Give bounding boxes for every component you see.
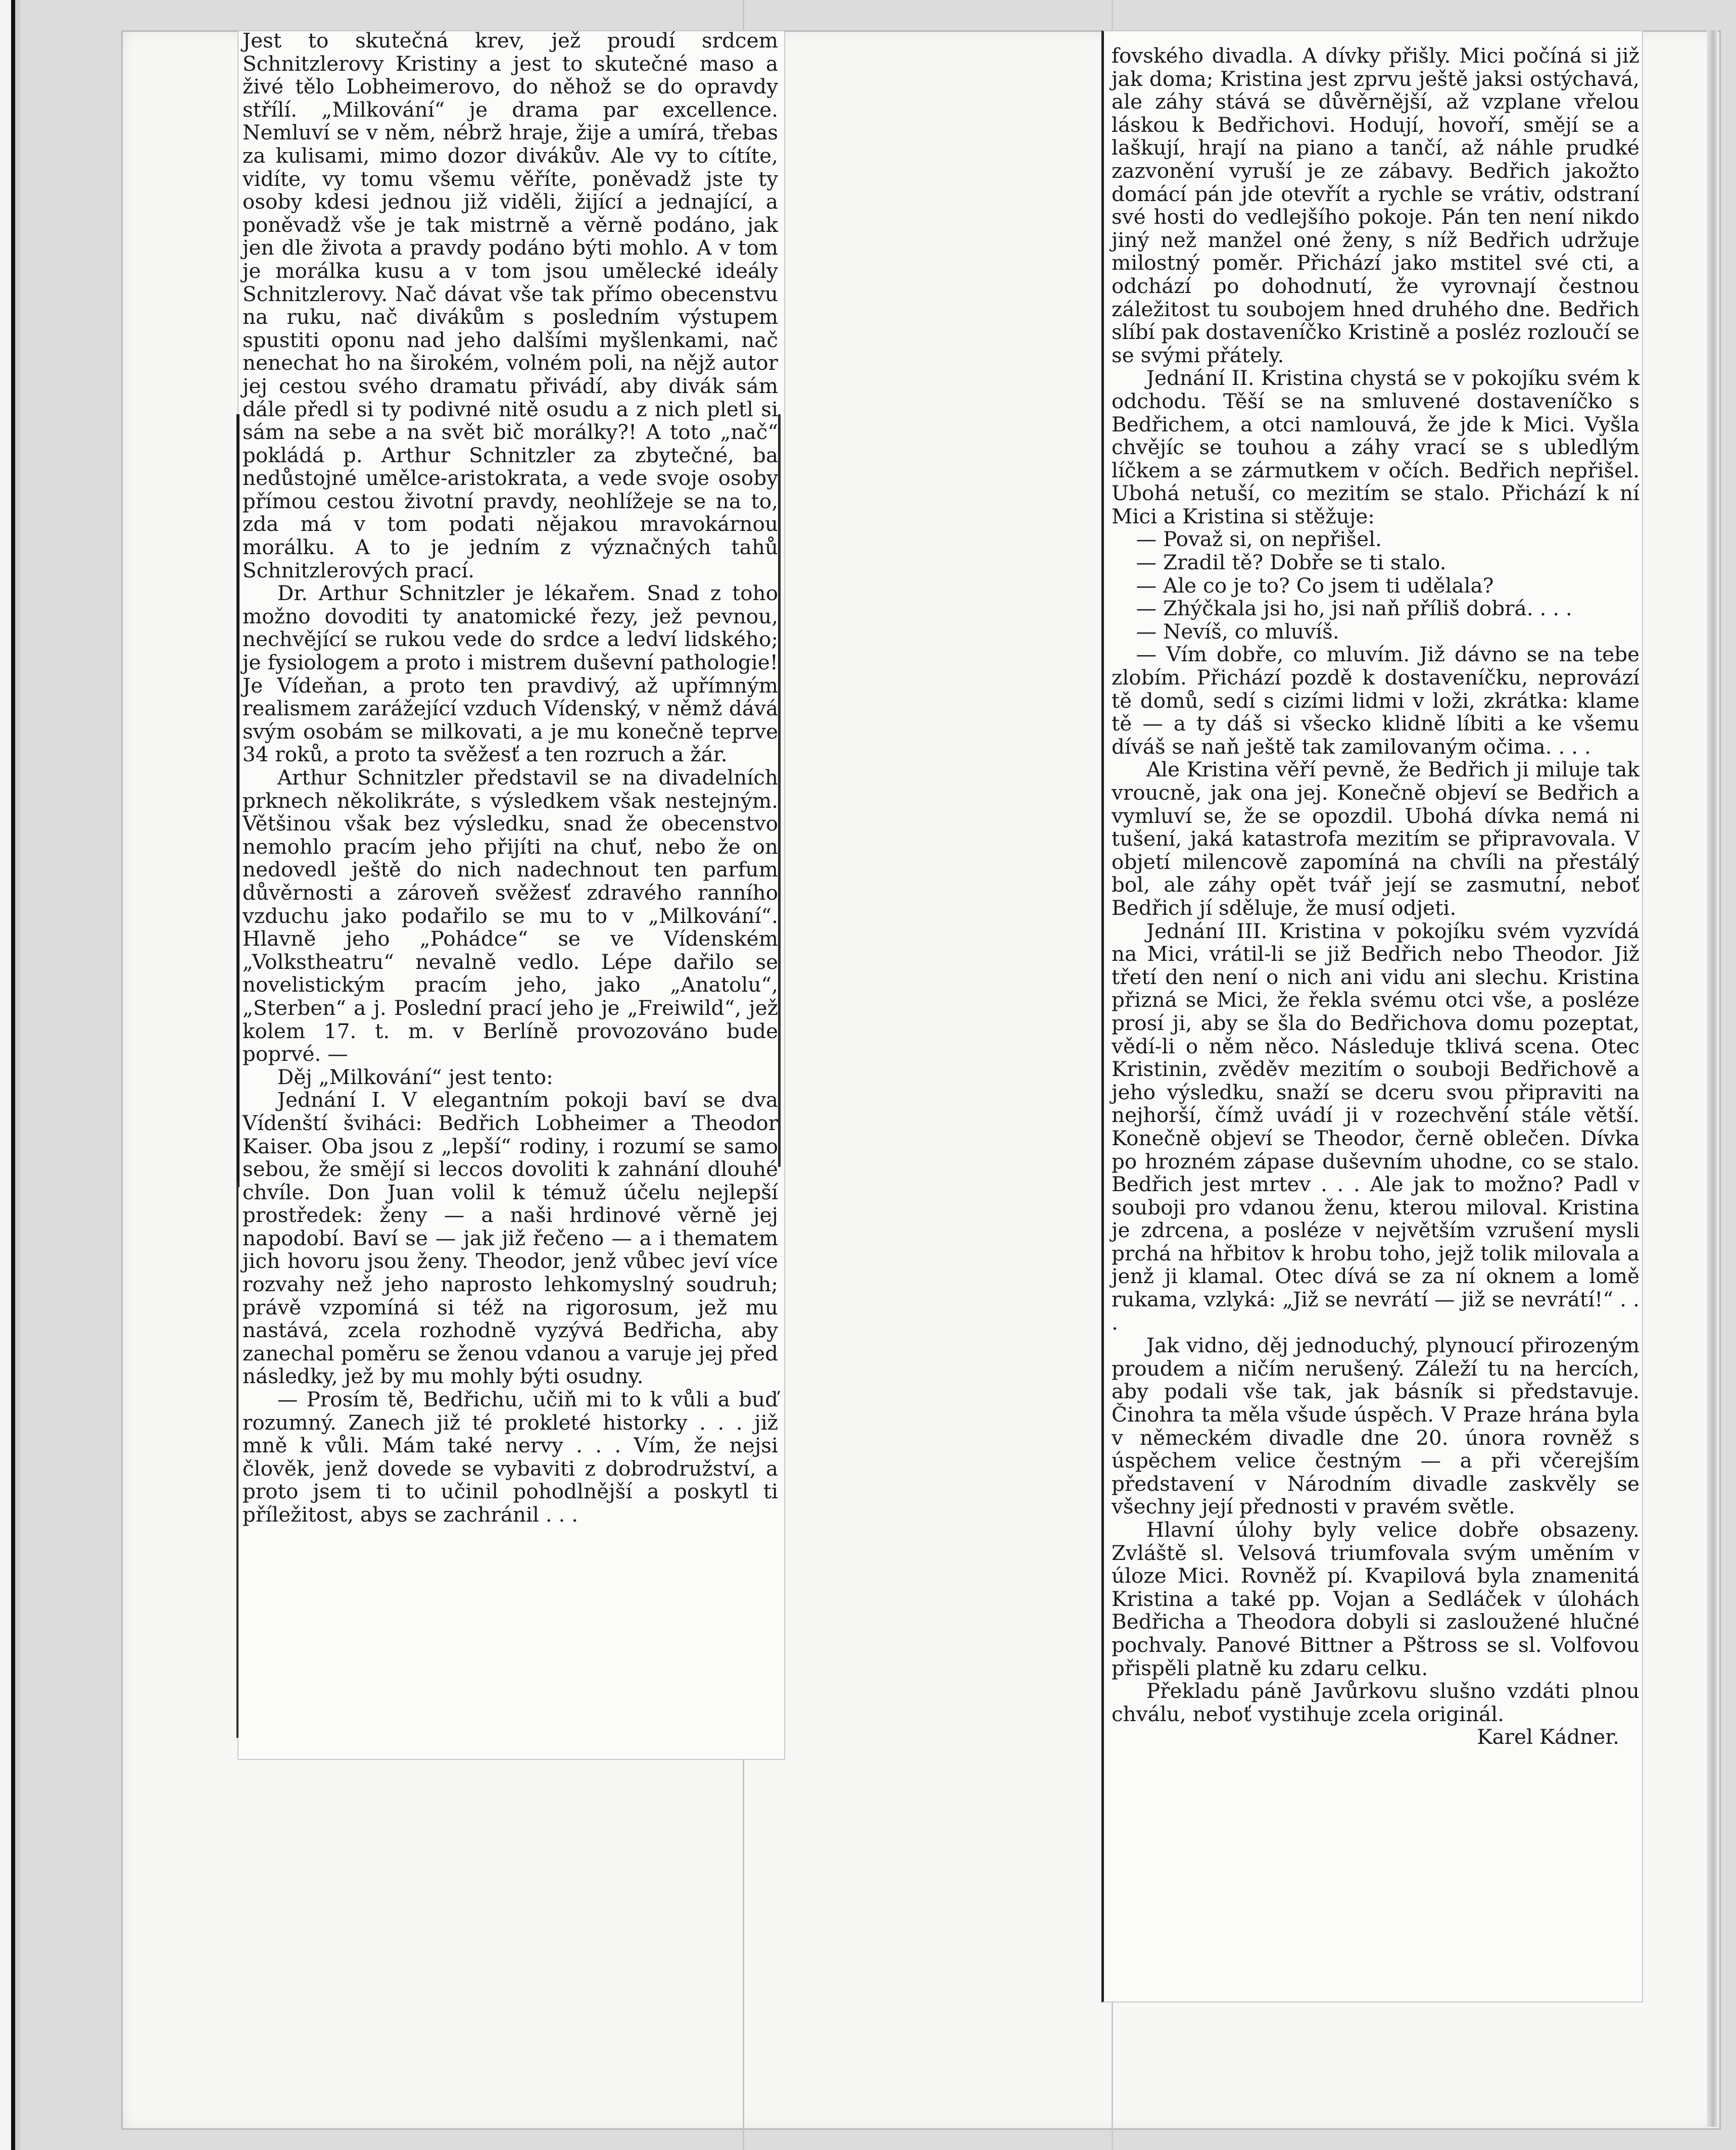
article-column-left — [243, 29, 778, 1527]
column-rule-middle — [778, 414, 781, 1167]
right-column-paragraph: — Nevíš, co mluvíš. — [1136, 619, 1339, 644]
left-column-paragraph: Děj „Milkování“ jest tento: — [277, 1064, 553, 1089]
column-rule-left — [236, 414, 239, 1187]
right-column-paragraph: Jak vidno, děj jednoduchý, plynoucí přirozeným proudem a ničím nerušený. Záleží tu na hercích, aby podali vše tak, jak básník si představuje. Činohra ta měla všude úspěch. V Praze hrána byla v německém divadle dne 20. února rovněž s úspěchem velice čestným — a při včerejším představení v Národním divadle zaskvěly se všechny její přednosti v pravém světle. — [1112, 1333, 1639, 1519]
right-column-paragraph: Překladu páně Javůrkovu slušno vzdáti plnou chválu, neboť vystihuje zcela originál. — [1112, 1679, 1639, 1726]
right-column-paragraph: Ale Kristina věří pevně, že Bedřich ji miluje tak vroucně, jak ona jej. Konečně objeví se Bedřich a vymluví se, že se opozdil. Ubohá dívka nemá ni tušení, jaká katastrofa mezitím se připravovala. V objetí milencově zapomíná na chvíli na přestálý bol, ale záhy opět tvář její se zasmutní, neboť Bedřich jí sděluje, že musí odjeti. — [1112, 757, 1639, 920]
right-column-paragraph: — Ale co je to? Co jsem ti udělala? — [1136, 573, 1494, 598]
left-column-paragraph: Dr. Arthur Schnitzler je lékařem. Snad z toho možno dovoditi ty anatomické řezy, jež pevnou, nechvějící se rukou vede do srdce a ledví lidského; je fysiologem a proto i mistrem duševní pathologie! Je Vídeňan, a proto ten pravdivý, až upřímným realismem zarážející vzduch Vídenský, v němž dává svým osobám se milkovati, a je mu konečně teprve 34 roků, a proto ta svěžesť a ten rozruch a žár. — [243, 581, 778, 767]
right-column-paragraph: Jednání III. Kristina v pokojíku svém vyzvídá na Mici, vrátil-li se již Bedřich nebo Theodor. Již třetí den není o nich ani vidu ani slechu. Kristina přizná se Mici, že řekla svému otci vše, a posléze prosí ji, aby se šla do Bedřichova domu pozeptat, vědí-li o něm něco. Následuje tklivá scena. Otec Kristinin, zvěděv mezitím o souboji Bedřichově a jeho výsledku, snaží se dceru svou připraviti na nejhorší, čímž uvádí ji v rozechvění stále větší. Konečně objeví se Theodor, černě oblečen. Dívka po hrozném zápase duševním uhodne, co se stalo. Bedřich jest mrtev . . . Ale jak to možno? Padl v souboji pro vdanou ženu, kterou miloval. Kristina je zdrcena, a posléze v největším vzrušení mysli prchá na hřbitov k hrobu toho, jejž tolik milovala a jenž ji klamal. Otec dívá se za ní oknem a lomě rukama, vzlyká: „Již se nevrátí — již se nevrátí!“ . . . — [1112, 918, 1639, 1335]
left-column-paragraph: Jednání I. V elegantním pokoji baví se dva Vídenští šviháci: Bedřich Lobheimer a Theodor Kaiser. Oba jsou z „lepší“ rodiny, i rozumí se samo sebou, že smějí si leccos dovoliti k zahnání dlouhé chvíle. Don Juan volil k témuž účelu nejlepší prostředek: ženy — a naši hrdinové věrně jej napodobí. Baví se — jak již řečeno — a i thematem jich hovoru jsou ženy. Theodor, jenž vůbec jeví více rozvahy než jeho naprosto lehkomyslný soudruh; právě vzpomíná si též na rigorosum, jež mu nastává, zcela rozhodně vyzývá Bedřicha, aby zanechal poměru se ženou vdanou a varuje jej před následky, jež by mu mohly býti osudny. — [243, 1088, 778, 1389]
scan-edge-left — [0, 0, 20, 2150]
left-column-paragraph: Arthur Schnitzler představil se na divadelních prknech několikráte, s výsledkem však nestejným. Většinou však bez výsledku, snad že obecenstvo nemohlo pracím jeho přijíti na chuť, nebo že on nedovedl ještě do nich nadechnout ten parfum důvěrnosti a zároveň svěžesť zdravého ranního vzduchu jako podařilo se mu to v „Milkování“. Hlavně jeho „Pohádce“ se ve Vídenském „Volkstheatru“ nevalně vedlo. Lépe dařilo se novelistickým pracím jeho, jako „Anatolu“, „Sterben“ a j. Poslední prací jeho je „Freiwild“, jež kolem 17. t. m. v Berlíně provozováno bude poprvé. — — [243, 765, 778, 1066]
right-column-paragraph: — Zradil tě? Dobře se ti stalo. — [1136, 550, 1446, 575]
left-column-paragraph: — Prosím tě, Bedřichu, učiň mi to k vůli a buď rozumný. Zanech již té prokleté historky . . . již mně k vůli. Mám také nervy . . . Vím, že nejsi člověk, jenž dovede se vybaviti z dobrodružství, a proto jsem ti to učinil pohodlnější a poskytl ti příležitost, abys se zachránil . . . — [243, 1387, 778, 1527]
left-column-paragraph: Jest to skutečná krev, jež proudí srdcem Schnitzlerovy Kristiny a jest to skutečné maso a živé tělo Lobheimerovo, do něhož se do opravdy střílí. „Milkování“ je drama par excellence. Nemluví se v něm, nébrž hraje, žije a umírá, třebas za kulisami, mimo dozor divákův. Ale vy to cítíte, vidíte, vy tomu všemu věříte, poněvadž jste ty osoby kdesi jednou již viděli, žijící a jednající, a poněvadž vše je tak mistrně a věrně podáno, jak jen dle života a pravdy podáno býti mohlo. A v tom je morálka kusu a v tom jsou umělecké ideály Schnitzlerovy. Nač dávat vše tak přímo obecenstvu na ruku, nač divákům s posledním výstupem spustiti oponu nad jeho dalšími myšlenkami, nač nenechat ho na širokém, volném poli, na nějž autor jej cestou svého dramatu přivádí, aby divák sám dále předl si ty podivné nitě osudu a z nich pletl si sám na sebe a na svět bič morálky?! A toto „nač“ pokládá p. Arthur Schnitzler za zbytečné, ba nedůstojné umělce-aristokrata, a vede svoje osoby přímou cestou životní pravdy, neohlížeje se na to, zda má v tom podati nějakou mravokárnou morálku. A to je jedním z význačných tahů Schnitzlerových prací. — [243, 28, 778, 582]
right-column-paragraph: fovského divadla. A dívky přišly. Mici počíná si již jak doma; Kristina jest zprvu ještě jaksi ostýchavá, ale záhy stává se důvěrnější, až vzplane vřelou láskou k Bedřichovi. Hodují, hovoří, smějí se a laškují, hrají na piano a tančí, až náhle prudké zazvonění vyruší je ze zábavy. Bedřich jakožto domácí pán jde otevřít a rychle se vrátiv, odstraní své hosti do vedlejšího pokoje. Pán ten není nikdo jiný než manžel oné ženy, s níž Bedřich udržuje milostný poměr. Přichází jako mstitel své cti, a odchází po dohodnutí, že vyrovnají čestnou záležitost tu soubojem hned druhého dne. Bedřich slíbí pak dostaveníčko Kristině a posléz rozloučí se se svými přátely. — [1112, 43, 1639, 367]
right-column-paragraph: Hlavní úlohy byly velice dobře obsazeny. Zvláště sl. Velsová triumfovala svým uměním v úloze Mici. Rovněž pí. Kvapilová byla znamenitá Kristina a také pp. Vojan a Sedláček v úlohách Bedřicha a Theodora dobyli si zasloužené hlučné pochvaly. Panové Bittner a Pštross se sl. Volfovou přispěli platně ku zdaru celku. — [1112, 1518, 1639, 1680]
right-column-paragraph: — Vím dobře, co mluvím. Již dávno se na tebe zlobím. Přichází pozdě k dostaveníčku, neprovází tě domů, sedí s cizími lidmi v loži, zkrátka: klame tě — a ty dáš si všecko klidně líbiti a ke všemu díváš se naň ještě tak zamilovaným očima. . . . — [1112, 642, 1639, 759]
right-column-paragraph: — Považ si, on nepřišel. — [1136, 527, 1382, 552]
right-column-paragraph: Karel Kádner. — [1477, 1725, 1619, 1749]
right-column-paragraph: — Zhýčkala jsi ho, jsi naň příliš dobrá. . . . — [1136, 596, 1572, 621]
column-rule-left-lower — [236, 1182, 238, 1738]
article-column-right — [1112, 44, 1639, 1749]
sheet-edge-right — [1707, 30, 1718, 2127]
right-column-paragraph: Jednání II. Kristina chystá se v pokojíku svém k odchodu. Těší se na smluvené dostaveníčko s Bedřichem, a otci namlouvá, že jde k Mici. Vyšla chvějíc se touhou a záhy vrací se s ubledlým líčkem a se zármutkem v očích. Bedřich nepřišel. Ubohá netuší, co mezitím se stalo. Přichází k ní Mici a Kristina si stěžuje: — [1112, 366, 1639, 528]
